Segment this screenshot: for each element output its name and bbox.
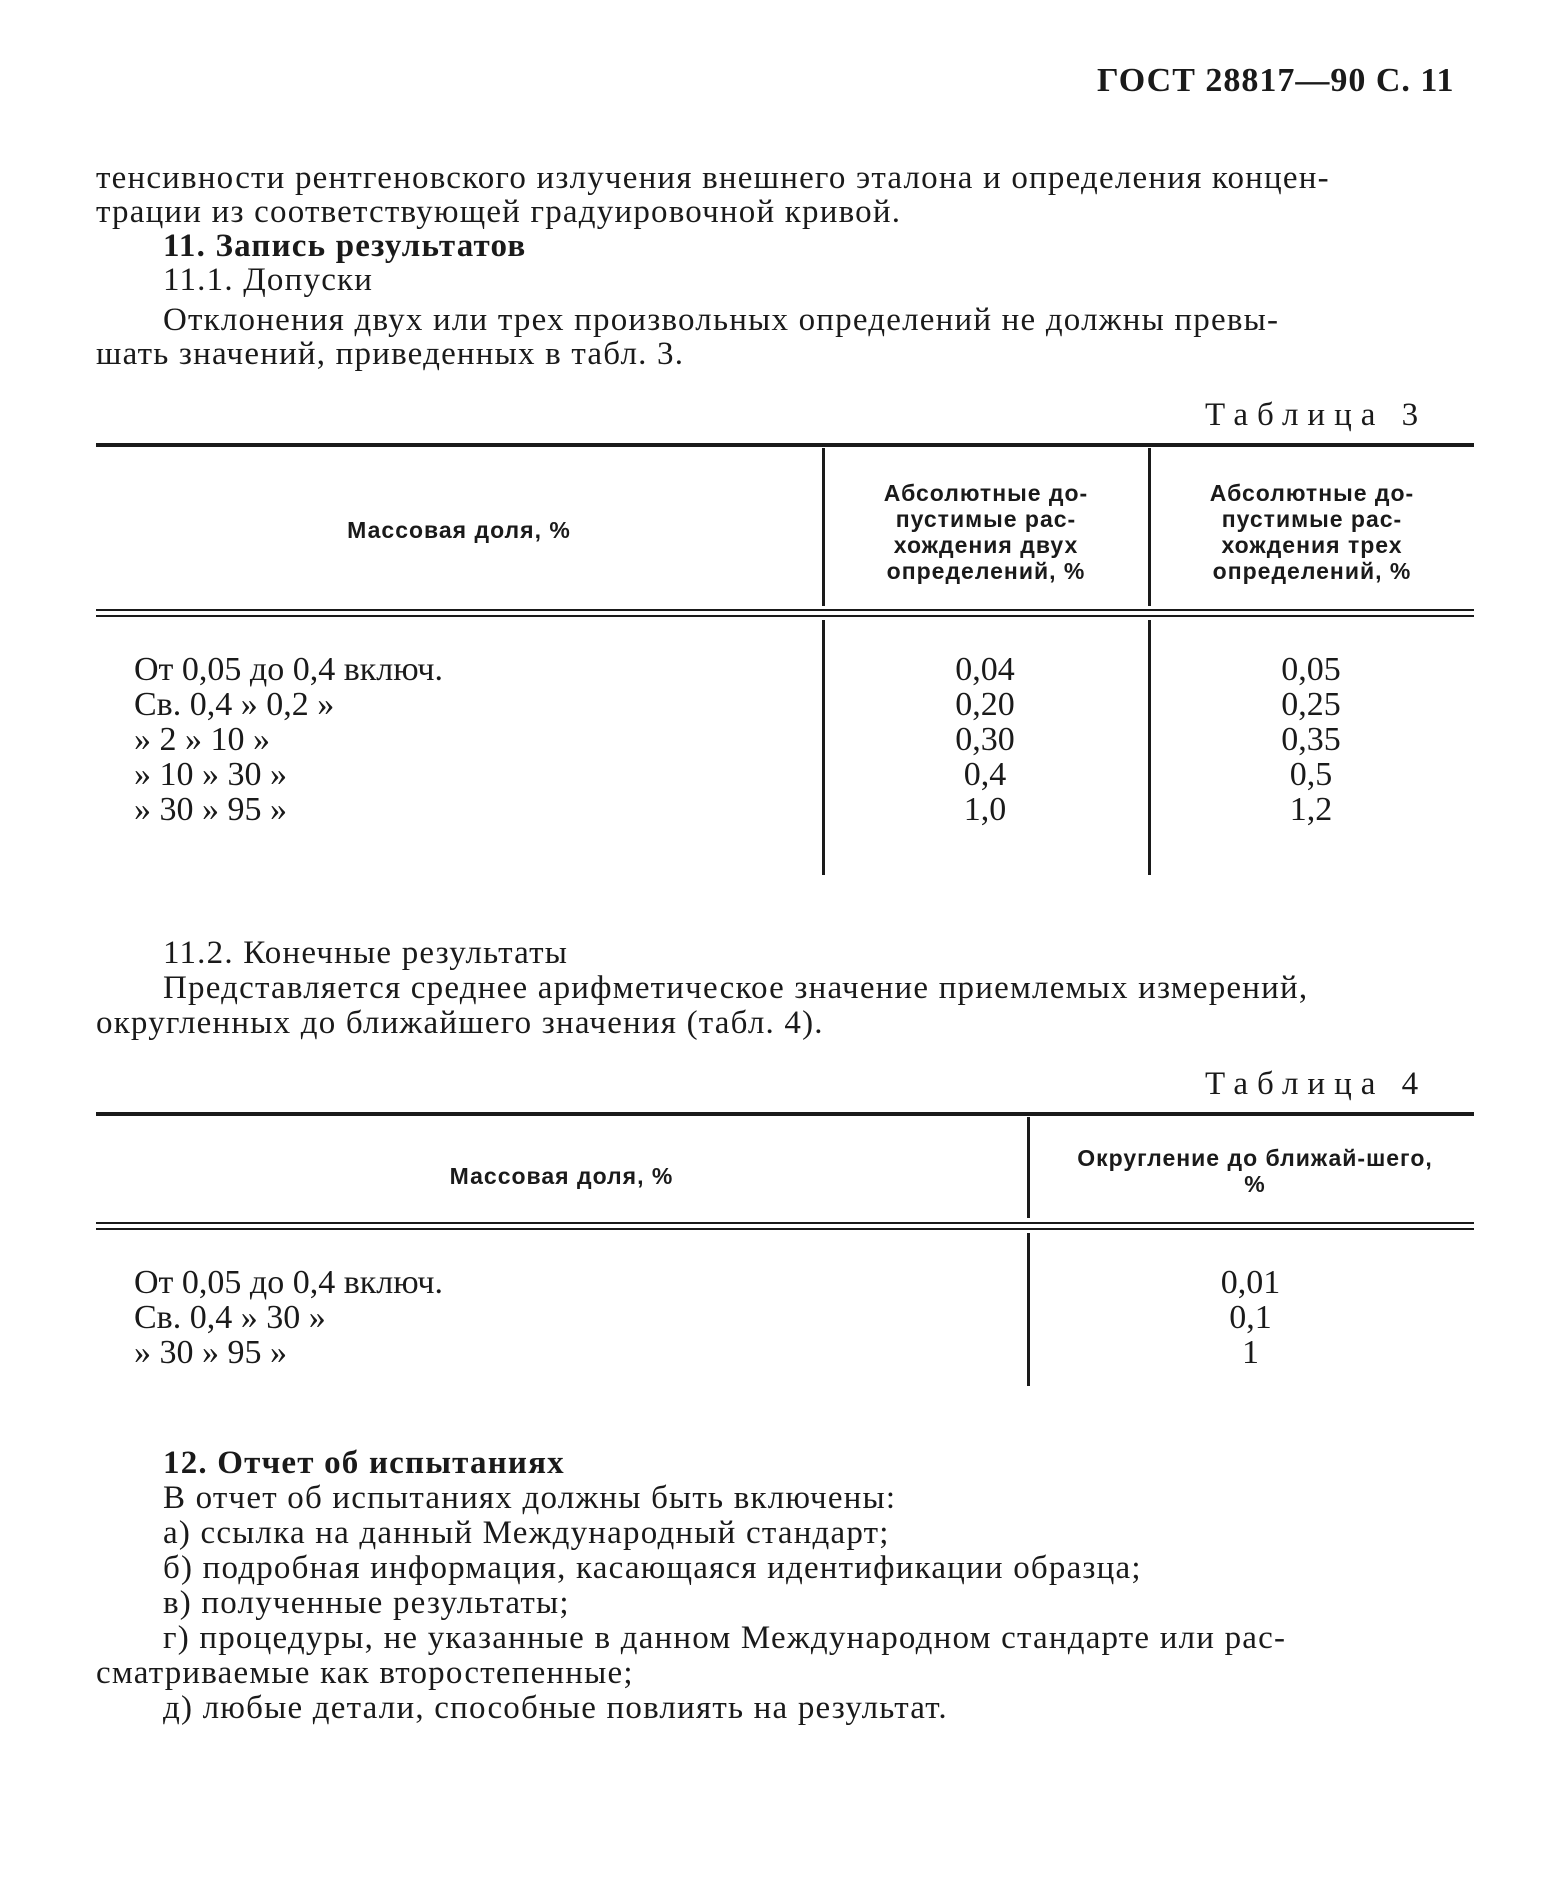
section-11-heading: 11. Запись результатов: [163, 228, 527, 264]
table-3-col1: [134, 652, 443, 827]
list-item: в) полученные результаты;: [163, 1585, 570, 1621]
table-4-col2: [1027, 1265, 1474, 1370]
table-cell: 0,35: [1281, 721, 1341, 758]
table-cell: 1: [1242, 1334, 1259, 1371]
table-4-col2-header: Округление до ближай-шего, %: [1077, 1145, 1433, 1197]
table-cell: 0,25: [1281, 686, 1341, 723]
intro-line-2: трации из соответствующей градуировочной кривой.: [96, 194, 902, 230]
table-row: Св. 0,4 » 30 »: [134, 1299, 326, 1336]
table-4-col1: [134, 1265, 443, 1370]
list-item: б) подробная информация, касающаяся идентификации образца;: [163, 1550, 1142, 1586]
table-3-col2: [822, 652, 1148, 827]
section-12-heading: 12. Отчет об испытаниях: [163, 1445, 565, 1481]
table-3-col1-header: Массовая доля, %: [347, 517, 571, 543]
section-11-2-line-1: Представляется среднее арифметическое значение приемлемых измерений,: [163, 970, 1309, 1006]
table-cell: 0,01: [1220, 1264, 1281, 1301]
intro-line-1: тенсивности рентгеновского излучения внешнего эталона и определения концен-: [96, 160, 1330, 196]
table-cell: 1,2: [1289, 791, 1333, 828]
section-11-1-heading: 11.1. Допуски: [163, 262, 374, 298]
table-3-col2-header: Абсолютные до-пустимые рас-хождения двух определений, %: [883, 480, 1089, 584]
table-cell: 0,05: [1281, 651, 1341, 688]
table-row: » 30 » 95 »: [134, 791, 287, 828]
table-cell: 0,04: [955, 651, 1015, 688]
list-item: а) ссылка на данный Международный стандарт;: [163, 1515, 890, 1551]
table-4-caption: Таблица 4: [1205, 1066, 1428, 1102]
section-11-2-line-2: округленных до ближайшего значения (табл. 4).: [96, 1005, 824, 1041]
page-header: ГОСТ 28817—90 С. 11: [1097, 62, 1455, 99]
section-11-1-line-1: Отклонения двух или трех произвольных определений не должны превы-: [163, 302, 1280, 338]
table-cell: 1,0: [963, 791, 1007, 828]
table-3-caption: Таблица 3: [1205, 397, 1428, 433]
table-row: От 0,05 до 0,4 включ.: [134, 1264, 443, 1301]
table-row: » 2 » 10 »: [134, 721, 270, 758]
table-3-col3: [1148, 652, 1474, 827]
table-3-col3-header: Абсолютные до-пустимые рас-хождения трех определений, %: [1209, 480, 1415, 584]
section-12-intro: В отчет об испытаниях должны быть включены:: [163, 1480, 897, 1516]
table-row: От 0,05 до 0,4 включ.: [134, 651, 443, 688]
table-cell: 0,4: [963, 756, 1007, 793]
list-item: г) процедуры, не указанные в данном Международном стандарте или рас-: [163, 1620, 1287, 1656]
table-cell: 0,5: [1289, 756, 1333, 793]
section-11-1-line-2: шать значений, приведенных в табл. 3.: [96, 336, 685, 372]
table-row: » 30 » 95 »: [134, 1334, 287, 1371]
table-4-col1-header: Массовая доля, %: [449, 1163, 674, 1189]
section-11-2-heading: 11.2. Конечные результаты: [163, 935, 569, 971]
list-item: д) любые детали, способные повлиять на результат.: [163, 1690, 948, 1726]
table-row: » 10 » 30 »: [134, 756, 287, 793]
list-item: сматриваемые как второстепенные;: [96, 1655, 634, 1691]
table-cell: 0,1: [1229, 1299, 1272, 1336]
table-row: Св. 0,4 » 0,2 »: [134, 686, 335, 723]
table-cell: 0,30: [955, 721, 1015, 758]
table-cell: 0,20: [955, 686, 1015, 723]
